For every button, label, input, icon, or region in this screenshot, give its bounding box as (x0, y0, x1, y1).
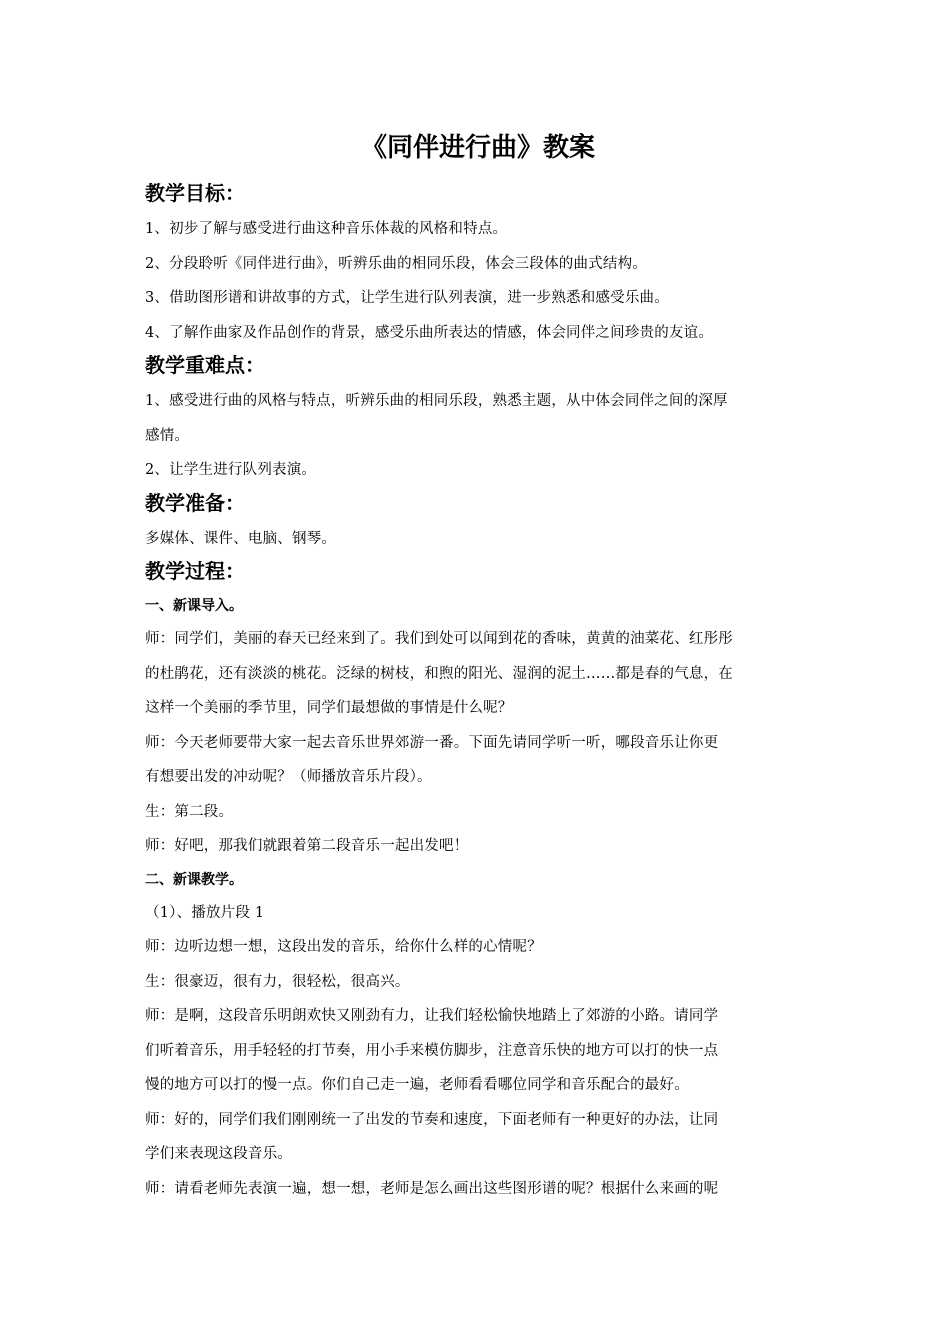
section-heading-process: 教学过程： (145, 559, 245, 583)
goal-item: 1、初步了解与感受进行曲这种音乐体裁的风格和特点。 (145, 221, 508, 237)
document-page (145, 128, 811, 1206)
paragraph-line: 师：请看老师先表演一遍，想一想，老师是怎么画出这些图形谱的呢？根据什么来画的呢 (145, 1180, 719, 1197)
paragraph-line: 慢的地方可以打的慢一点。你们自己走一遍，老师看看哪位同学和音乐配合的最好。 (145, 1077, 689, 1093)
paragraph-line: 师：今天老师要带大家一起去音乐世界郊游一番。下面先请同学听一听，哪段音乐让你更 (145, 734, 719, 751)
preparation-text: 多媒体、课件、电脑、钢琴。 (145, 530, 337, 547)
paragraph-line: 师：是啊，这段音乐明朗欢快又刚劲有力，让我们轻松愉快地踏上了郊游的小路。请同学 (145, 1008, 719, 1024)
subsection-heading-intro: 一、新课导入。 (145, 598, 243, 614)
paragraph-line: （1）、播放片段 1 (145, 904, 265, 921)
subsection-heading-teaching: 二、新课教学。 (145, 871, 243, 888)
paragraph-line: 学们来表现这段音乐。 (145, 1146, 292, 1162)
paragraph-line: 师：好吧，那我们就跟着第二段音乐一起出发吧！ (145, 838, 469, 854)
paragraph-line: 有想要出发的冲动呢？（师播放音乐片段）。 (145, 769, 432, 785)
paragraph-line: 生：很豪迈，很有力，很轻松，很高兴。 (145, 973, 410, 990)
paragraph-line: 生：第二段。 (145, 803, 234, 820)
key-point-line: 2、让学生进行队列表演。 (145, 462, 317, 478)
paragraph-line: 师：好的，同学们我们刚刚统一了出发的节奏和速度，下面老师有一种更好的办法，让同 (145, 1111, 719, 1128)
section-heading-goals: 教学目标： (145, 181, 245, 205)
paragraph-line: 们听着音乐，用手轻轻的打节奏，用小手来模仿脚步，注意音乐快的地方可以打的快一点 (145, 1042, 719, 1059)
key-point-line: 1、感受进行曲的风格与特点，听辨乐曲的相同乐段，熟悉主题，从中体会同伴之间的深厚 (145, 393, 728, 409)
key-point-line: 感情。 (145, 427, 190, 444)
section-heading-preparation: 教学准备： (145, 490, 245, 515)
goal-item: 4、了解作曲家及作品创作的背景，感受乐曲所表达的情感，体会同伴之间珍贵的友谊。 (145, 324, 714, 341)
section-heading-key-points: 教学重难点： (145, 353, 265, 377)
paragraph-line: 师：同学们，美丽的春天已经来到了。我们到处可以闻到花的香味，黄黄的油菜花、红彤彤 (145, 631, 733, 647)
document-title: 《同伴进行曲》教案 (360, 133, 595, 163)
paragraph-line: 师：边听边想一想，这段出发的音乐，给你什么样的心情呢？ (145, 939, 542, 955)
goal-item: 3、借助图形谱和讲故事的方式，让学生进行队列表演，进一步熟悉和感受乐曲。 (145, 290, 669, 306)
paragraph-line: 这样一个美丽的季节里，同学们最想做的事情是什么呢？ (145, 700, 513, 716)
paragraph-line: 的杜鹃花，还有淡淡的桃花。泛绿的树枝，和煦的阳光、湿润的泥土……都是春的气息，在 (145, 665, 733, 682)
goal-item: 2、分段聆听《同伴进行曲》，听辨乐曲的相同乐段，体会三段体的曲式结构。 (145, 255, 647, 272)
